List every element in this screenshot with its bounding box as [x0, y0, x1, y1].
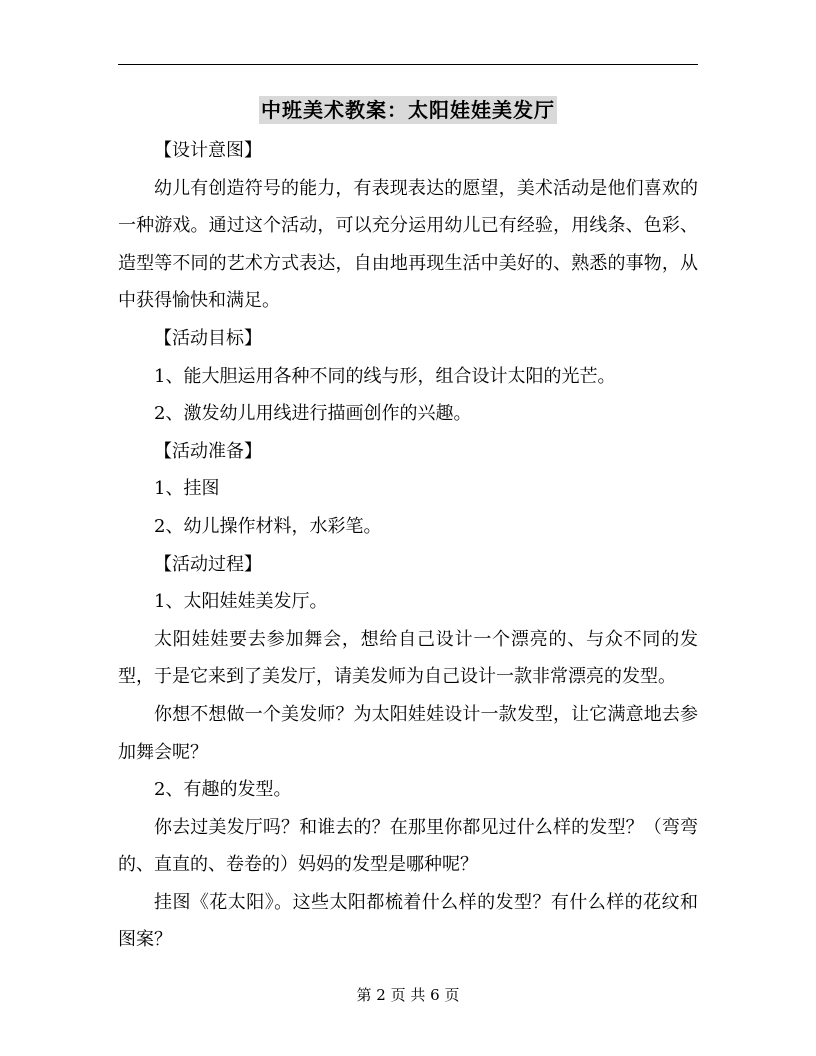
section-heading-preparation: 【活动准备】	[154, 440, 262, 462]
page-number-footer: 第 2 页 共 6 页	[356, 986, 460, 1004]
preparation-item-1: 1、挂图	[154, 478, 220, 500]
paragraph-salon-questions: 你去过美发厅吗？和谁去的？在那里你都见过什么样的发型？（弯弯的、直直的、卷卷的）妈妈的发型是哪种呢？	[118, 816, 698, 876]
paragraph-poster: 挂图《花太阳》。这些太阳都梳着什么样的发型？有什么样的花纹和图案？	[118, 891, 698, 951]
paragraph-story: 太阳娃娃要去参加舞会，想给自己设计一个漂亮的、与众不同的发型，于是它来到了美发厅，请美发师为自己设计一款非常漂亮的发型。	[118, 628, 698, 688]
paragraph-design-intent: 幼儿有创造符号的能力，有表现表达的愿望，美术活动是他们喜欢的一种游戏。通过这个活动，可以充分运用幼儿已有经验，用线条、色彩、造型等不同的艺术方式表达，自由地再现生活中美好的、熟悉的事物，从中获得愉快和满足。	[118, 177, 698, 312]
process-step-1: 1、太阳娃娃美发厅。	[154, 591, 328, 613]
header-rule	[118, 64, 698, 65]
section-heading-design-intent: 【设计意图】	[154, 140, 262, 161]
goal-item-2: 2、激发幼儿用线进行描画创作的兴趣。	[154, 403, 472, 425]
paragraph-question: 你想不想做一个美发师？为太阳娃娃设计一款发型，让它满意地去参加舞会呢？	[118, 703, 698, 763]
goal-item-1: 1、能大胆运用各种不同的线与形，组合设计太阳的光芒。	[154, 365, 616, 387]
section-heading-process: 【活动过程】	[154, 553, 262, 575]
section-heading-goals: 【活动目标】	[154, 327, 262, 349]
document-title: 中班美术教案：太阳娃娃美发厅	[261, 98, 555, 122]
document-body	[118, 132, 698, 959]
title-container	[0, 96, 816, 124]
preparation-item-2: 2、幼儿操作材料，水彩笔。	[154, 515, 382, 537]
process-step-2: 2、有趣的发型。	[154, 779, 292, 801]
